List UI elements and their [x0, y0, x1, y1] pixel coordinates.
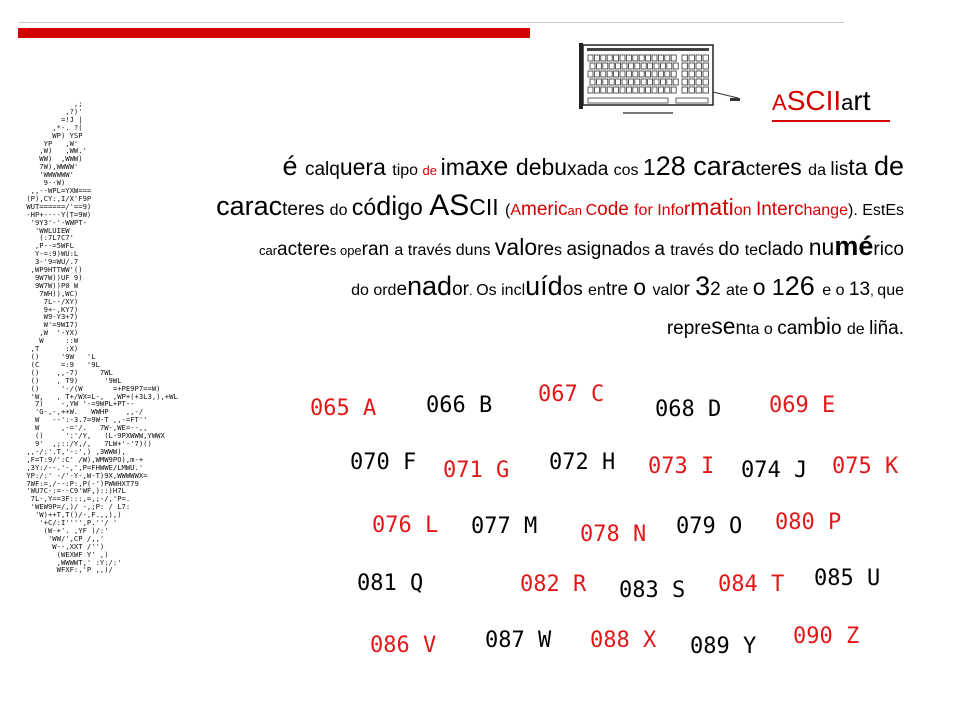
code-character: K: [885, 454, 899, 479]
definition-fragment: ado: [771, 239, 809, 260]
ascii-code-entry-i: [648, 454, 714, 480]
definition-fragment: que: [877, 282, 904, 299]
code-character: J: [794, 458, 808, 483]
definition-fragment: os: [633, 242, 655, 259]
code-number: 089: [690, 634, 730, 659]
code-number: 075: [832, 454, 872, 479]
code-character: M: [524, 514, 538, 539]
code-character: A: [363, 396, 377, 421]
slide-title: [772, 84, 871, 120]
definition-fragment: uí: [525, 271, 548, 301]
computer-keyboard-icon: [578, 42, 744, 118]
definition-line: [148, 146, 904, 186]
definition-fragment: e: [396, 279, 408, 300]
definition-fragment: ran: [361, 239, 395, 260]
code-character: P: [828, 510, 842, 535]
code-character: D: [708, 397, 722, 422]
ascii-code-entry-e: [769, 393, 835, 419]
ascii-code-entry-x: [590, 628, 656, 654]
code-character: H: [602, 450, 616, 475]
code-character: F: [403, 450, 417, 475]
definition-fragment: AS: [429, 189, 470, 222]
code-number: 069: [769, 393, 809, 418]
definition-fragment: é: [282, 151, 305, 181]
definition-fragment: nu: [808, 234, 835, 260]
definition-fragment: ta: [746, 321, 764, 338]
definition-fragment: di: [376, 191, 398, 221]
code-number: 076: [372, 513, 412, 538]
definition-fragment: or: [672, 279, 696, 300]
ascii-code-entry-p: [775, 510, 841, 536]
definition-fragment: en: [588, 282, 606, 299]
code-character: Z: [846, 624, 860, 649]
title-underline: [772, 120, 890, 122]
definition-fragment: hange: [803, 202, 848, 219]
definition-fragment: meric: [521, 199, 568, 220]
title-fragment: a: [841, 90, 854, 115]
ascii-code-entry-z: [793, 624, 859, 650]
code-character: I: [701, 454, 715, 479]
definition-fragment: bi: [813, 313, 832, 339]
code-number: 068: [655, 397, 695, 422]
ascii-code-entry-w: [485, 628, 551, 654]
code-number: 081: [357, 571, 397, 596]
code-character: R: [573, 572, 587, 597]
definition-fragment: CII: [469, 194, 506, 220]
code-character: T: [771, 572, 785, 597]
ascii-code-entry-m: [471, 514, 537, 540]
definition-fragment: val: [494, 234, 525, 260]
definition-fragment: rico: [873, 239, 904, 260]
code-character: B: [479, 393, 493, 418]
definition-fragment: I: [755, 199, 762, 220]
definition-fragment: s: [554, 242, 567, 259]
code-character: Y: [743, 634, 757, 659]
code-character: X: [643, 628, 657, 653]
definition-fragment: nad: [407, 271, 453, 301]
definition-fragment: .: [468, 283, 477, 298]
ascii-code-entry-c: [538, 382, 604, 408]
ascii-code-entry-n: [580, 522, 646, 548]
code-character: L: [425, 513, 439, 538]
definition-fragment: ).: [847, 202, 863, 219]
definition-fragment: os: [562, 279, 589, 300]
code-character: E: [822, 393, 836, 418]
definition-fragment: Os: [476, 282, 502, 299]
definition-fragment: te: [744, 242, 759, 259]
definition-fragment: lis: [830, 159, 849, 180]
code-number: 084: [718, 572, 758, 597]
ascii-code-entry-j: [741, 458, 807, 484]
definition-fragment: uera: [339, 154, 393, 180]
code-number: 086: [370, 633, 410, 658]
code-character: Q: [410, 571, 424, 596]
definition-fragment: o: [831, 318, 847, 339]
code-number: 079: [676, 514, 716, 539]
definition-fragment: do: [718, 239, 745, 260]
definition-line: [148, 226, 904, 266]
definition-fragment: d: [547, 271, 563, 301]
definition-fragment: 1: [642, 154, 656, 180]
definition-fragment: car: [258, 243, 278, 258]
definition-fragment: de: [873, 151, 904, 181]
definition-line: [148, 266, 904, 306]
definition-fragment: cl: [758, 239, 772, 260]
definition-fragment: val: [652, 282, 673, 299]
definition-fragment: mati: [690, 194, 734, 220]
definition-fragment: se: [711, 313, 736, 339]
definition-fragment: on: [733, 202, 756, 219]
definition-fragment: carac: [216, 191, 283, 221]
code-number: 070: [350, 450, 390, 475]
top-accent-bar: [18, 28, 530, 38]
ascii-code-entry-u: [814, 566, 880, 592]
code-number: 078: [580, 522, 620, 547]
definition-fragment: través: [670, 242, 719, 259]
definition-fragment: 26: [784, 271, 823, 301]
definition-fragment: ta: [848, 154, 874, 180]
code-character: V: [423, 633, 437, 658]
ascii-code-entry-y: [690, 634, 756, 660]
definition-fragment: .: [898, 318, 904, 339]
code-number: 067: [538, 382, 578, 407]
definition-fragment: o: [752, 274, 772, 300]
definition-fragment: incl: [501, 282, 526, 299]
definition-fragment: for: [634, 202, 658, 219]
definition-fragment: o: [633, 274, 653, 300]
definition-fragment: cara: [693, 151, 746, 181]
definition-fragment: (: [505, 202, 511, 219]
definition-fragment: da: [808, 162, 831, 179]
definition-fragment: re: [694, 318, 712, 339]
definition-fragment: im: [440, 154, 465, 180]
definition-fragment: an: [567, 203, 586, 218]
code-number: 074: [741, 458, 781, 483]
code-number: 066: [426, 393, 466, 418]
code-character: O: [729, 514, 743, 539]
code-character: U: [867, 566, 881, 591]
definition-fragment: go: [397, 194, 430, 220]
code-number: 090: [793, 624, 833, 649]
title-fragment: rt: [853, 85, 871, 116]
code-number: 080: [775, 510, 815, 535]
definition-fragment: mé: [834, 231, 874, 261]
code-character: N: [633, 522, 647, 547]
ascii-code-entry-v: [370, 633, 436, 659]
ascii-code-entry-g: [443, 458, 509, 484]
code-number: 082: [520, 572, 560, 597]
definition-fragment: do: [351, 282, 374, 299]
definition-fragment: a: [654, 239, 671, 260]
definition-line: [148, 186, 904, 226]
definition-fragment: rep: [666, 318, 695, 339]
definition-fragment: cam: [777, 318, 814, 339]
definition-fragment: de: [422, 163, 441, 178]
ascii-art-definition: [148, 146, 904, 346]
title-fragment: A: [772, 90, 787, 115]
top-divider-line: [18, 22, 844, 23]
ascii-code-entry-d: [655, 397, 721, 423]
definition-fragment: ode: [597, 199, 635, 220]
definition-fragment: es: [777, 154, 809, 180]
definition-fragment: s: [329, 243, 340, 258]
definition-fragment: r: [683, 199, 691, 220]
ascii-code-entry-h: [549, 450, 615, 476]
code-number: 088: [590, 628, 630, 653]
definition-fragment: xada: [567, 159, 614, 180]
definition-fragment: axe: [464, 151, 516, 181]
ascii-code-entry-f: [350, 450, 416, 476]
code-number: 087: [485, 628, 525, 653]
ascii-code-entry-b: [426, 393, 492, 419]
definition-fragment: a: [394, 242, 408, 259]
definition-fragment: de: [846, 321, 870, 338]
code-number: 071: [443, 458, 483, 483]
definition-fragment: 3: [695, 271, 711, 301]
title-fragment: SCII: [786, 85, 842, 116]
ascii-code-entry-o: [676, 514, 742, 540]
definition-fragment: e: [822, 282, 836, 299]
definition-fragment: o: [763, 321, 778, 338]
definition-fragment: ate: [726, 282, 753, 299]
definition-fragment: A: [510, 202, 522, 219]
definition-fragment: tre: [605, 279, 634, 300]
definition-fragment: re: [537, 239, 555, 260]
definition-line: [148, 306, 904, 346]
definition-fragment: través: [407, 242, 456, 259]
code-number: 072: [549, 450, 589, 475]
definition-fragment: calq: [304, 159, 340, 180]
definition-fragment: có: [351, 194, 377, 220]
definition-fragment: C: [585, 202, 598, 219]
code-number: 065: [310, 396, 350, 421]
ascii-code-entry-s: [619, 578, 685, 604]
definition-fragment: cter: [745, 159, 778, 180]
definition-fragment: EstEs: [862, 202, 904, 219]
code-number: 077: [471, 514, 511, 539]
code-number: 073: [648, 454, 688, 479]
code-number: 085: [814, 566, 854, 591]
definition-fragment: o: [835, 282, 849, 299]
definition-fragment: 28: [655, 151, 694, 181]
ascii-code-entry-k: [832, 454, 898, 480]
ascii-code-entry-l: [372, 513, 438, 539]
definition-fragment: Info: [657, 202, 684, 219]
definition-fragment: teres: [282, 199, 330, 220]
definition-fragment: 13: [848, 279, 871, 300]
code-character: S: [672, 578, 686, 603]
definition-fragment: or: [452, 279, 469, 300]
definition-fragment: cos: [613, 162, 643, 179]
definition-fragment: actere: [277, 239, 330, 260]
definition-fragment: ord: [373, 282, 397, 299]
ascii-code-entry-a: [310, 396, 376, 422]
definition-fragment: n: [735, 318, 747, 339]
definition-fragment: o: [524, 234, 538, 260]
code-character: C: [591, 382, 605, 407]
definition-fragment: 2: [710, 279, 727, 300]
code-number: 083: [619, 578, 659, 603]
definition-fragment: debu: [515, 154, 568, 180]
definition-fragment: ope: [339, 243, 362, 258]
definition-fragment: nterc: [761, 199, 804, 220]
ascii-code-entry-r: [520, 572, 586, 598]
definition-fragment: 1: [771, 274, 785, 300]
ascii-code-entry-q: [357, 571, 423, 597]
ascii-art-figure: ,; ,?)' =!J | ,*-. ?( WP) YSP YP ,W' ,W) ,WW.' WW) ,WWW) 7W),WWWW' 'WWWWWW' 9--W) ,,--WPL=YXW=== (P),CY:,I/X'F9P WUT======/'==9) -HP+----Y(T=9W) '9Y3'-'-WWPT- 'WWLUIEW (:7L7C7' ,P--=5WFL Y-=:9)WU:L 3-'9=WU/.7 ,WP9HTTWW'() 9W7W))UF 9) 9W7W))P0 W 7WH)),WC) 7L--/XY) 9+-,KY7) W9-Y3+7) W'=9WI7) ,W '-YX) W ::W ,T :X) () '9W 'L (C =:9 '9L () ,,-7) 7WL () , T9) '9WL () '-/(W =+PE9P7==W) 'W, , T+/WX=L-, ,WP+(+3L3,),+WL 7) -,YW '-=9WPL+PT-- 'G-,-,++W. WWHP ,,-/ W --':-3.7=9W-T ,,-=FT'' W ,-='/. 7W-,WE=--,, () ':'/Y, (L-9PXWWW,YWWX 9' ,;::/Y,/, 7LW+'-'7)() ,,-/:'.T,'-:',) ,3WWW), ,F=T:9/':C' /W),WMW9PO),m-+ ,3Y:/--.'-,',P=FHWWE/LMWU.' YP:/:' -/'-Y-,W-T)9X,WWWWWX= 7WF:=,/--:P:,P(-')PWWHXT79 'WU7C-:=--C9'WF,)::)H7L 7L-,Y==3F:::,=,;-/,'P=. 'WEW9P=/,)/ -,;P: / L7: 'W)++T,T()/-,F.,,),) '+C/:I'''',P.''/ ' (W-+'. ,YF )/:' 'WW/',CP /,,' W--,XXT /'') (WEXWF Y' ,) ,WWWWT,' :Y:/:' WFXF:,'P ,,)/: [26, 100, 178, 575]
code-character: W: [538, 628, 552, 653]
definition-fragment: tipo: [392, 162, 423, 179]
definition-fragment: ,: [870, 283, 878, 298]
ascii-code-entry-t: [718, 572, 784, 598]
definition-fragment: asignad: [566, 239, 634, 260]
definition-fragment: liña: [869, 318, 899, 339]
code-character: G: [496, 458, 510, 483]
definition-fragment: duns: [455, 242, 495, 259]
definition-fragment: do: [329, 202, 352, 219]
